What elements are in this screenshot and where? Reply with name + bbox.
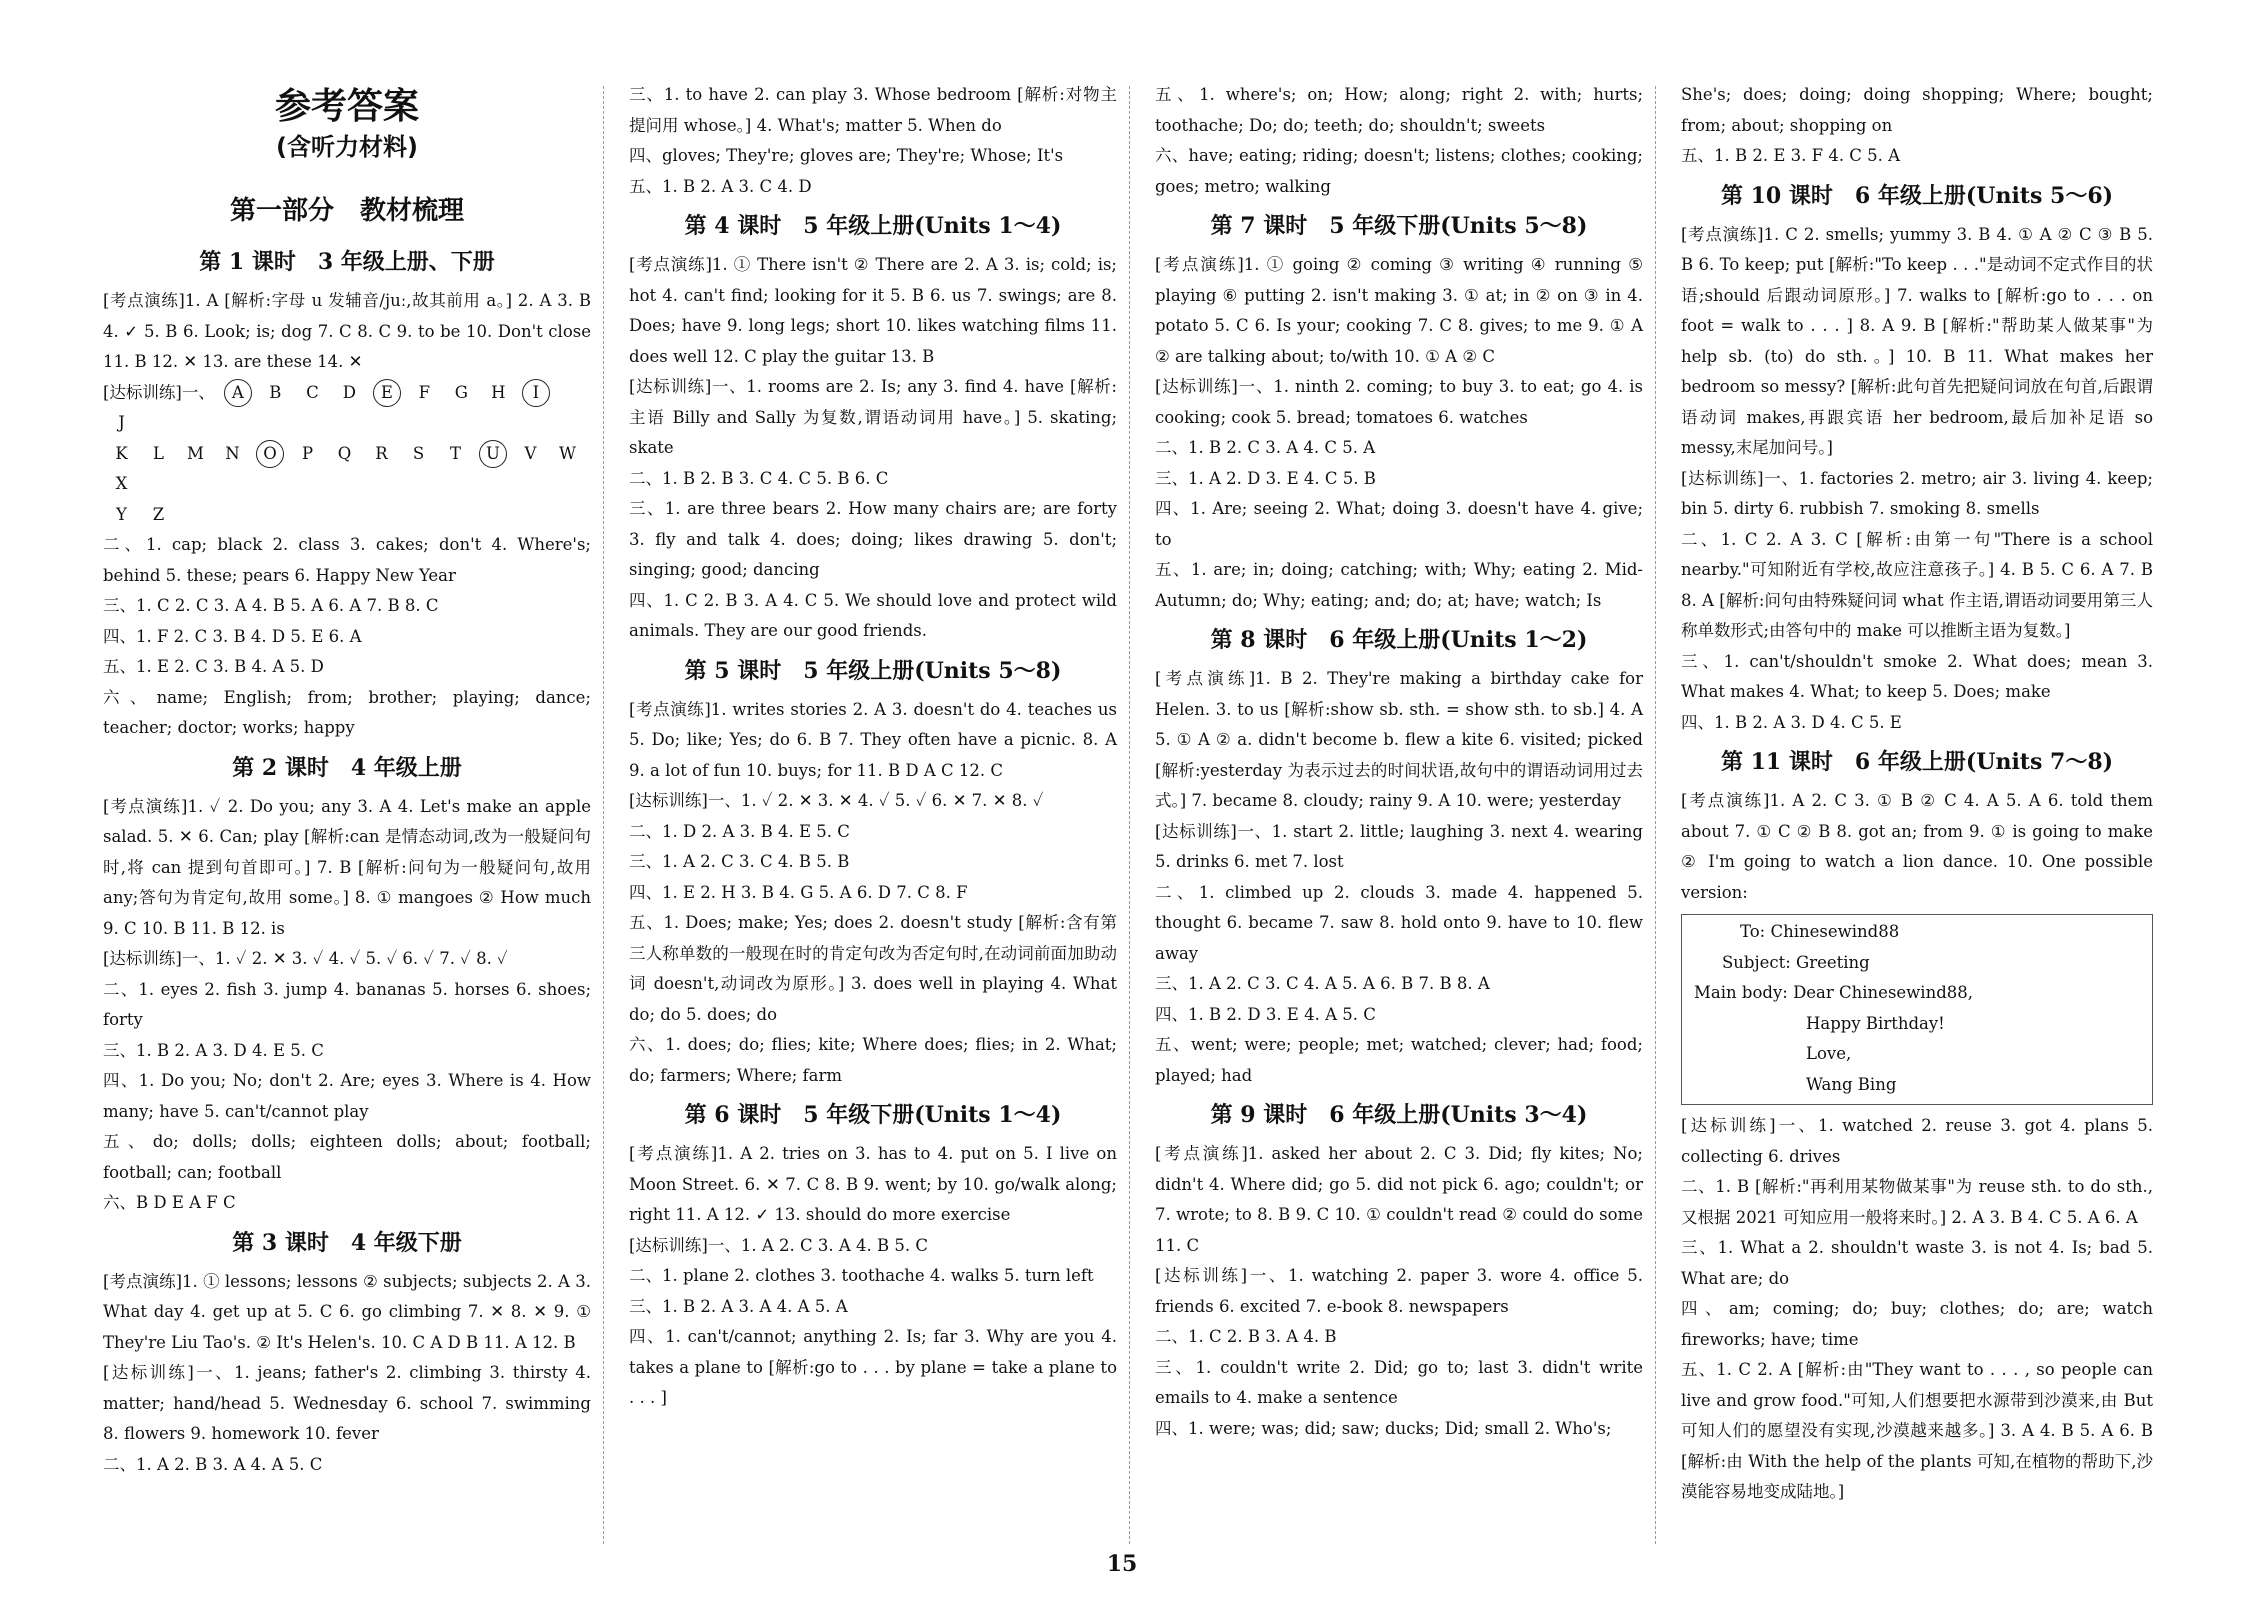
answer-paragraph: [考点演练]1. ① going ② coming ③ writing ④ running ⑤ playing ⑥ putting 2. isn't making 3. ① at; in ② on ③ in 4. potato 5. C 6. Is your; cooking 7. C 8. gives; to me 9. ① A ② are talking about; to/with 10. ① A ② C bbox=[1155, 255, 1643, 366]
answer-paragraph: 四、1. can't/cannot; anything 2. Is; far 3. Why are you 4. takes a plane to [解析:go to . . . by plane = take a plane to . . . ] bbox=[629, 1327, 1117, 1407]
answer-paragraph: 五、1. B 2. A 3. C 4. D bbox=[629, 176, 812, 196]
circled-letter: I bbox=[522, 379, 550, 407]
answer-paragraph: 二、1. C 2. A 3. C [解析:由第一句"There is a school nearby."可知附近有学校,故应注意孩子。] 4. B 5. C 6. A 7. B 8. A [解析:问句由特殊疑问词 what 作主语,谓语动词要用第三人称单数形式;由答句中的 make 可以推断主语为复数。] bbox=[1681, 529, 2153, 640]
letter: M bbox=[187, 443, 204, 463]
email-signature-line: Wang Bing bbox=[1806, 1074, 1897, 1094]
letter: X bbox=[115, 474, 128, 493]
answer-paragraph: [考点演练]1. B 2. They're making a birthday cake for Helen. 3. to us [解析:show sb. sth. = show sth. to sb.] 4. A 5. ① A ② a. didn't become b. flew a kite 6. visited; picked [解析:yesterday 为表示过去的时间状语,故句中的谓语动词用过去式。] 7. became 8. cloudy; rainy 9. A 10. were; yesterday bbox=[1155, 669, 1643, 810]
answer-paragraph: 五、went; were; people; met; watched; clever; had; food; played; had bbox=[1155, 1035, 1643, 1085]
lesson-title: 第 1 课时 3 年级上册、下册 bbox=[199, 249, 495, 275]
answer-column-4 bbox=[1681, 80, 2153, 1508]
answer-paragraph: 五、1. Does; make; Yes; does 2. doesn't study [解析:含有第三人称单数的一般现在时的肯定句改为否定句时,在动词前面加助动词 doesn't,动词改为原形。] 3. does well in playing 4. What do; do 5. does; do bbox=[629, 913, 1117, 1024]
answer-paragraph: 五、1. are; in; doing; catching; with; Why; eating 2. Mid-Autumn; do; Why; eating; and; do; at; have; watch; Is bbox=[1155, 560, 1643, 610]
letter: S bbox=[412, 443, 425, 463]
answer-paragraph: 三、1. B 2. A 3. A 4. A 5. A bbox=[629, 1296, 848, 1316]
sample-email-box bbox=[1681, 914, 2153, 1105]
letter: D bbox=[342, 382, 356, 402]
lesson-title: 第 3 课时 4 年级下册 bbox=[232, 1229, 462, 1256]
answer-paragraph: 二、1. cap; black 2. class 3. cakes; don't 4. Where's; behind 5. these; pears 6. Happy New Year bbox=[103, 535, 591, 585]
answer-paragraph: [达标训练]一、1. ✓ 2. ✕ 3. ✕ 4. ✓ 5. ✓ 6. ✕ 7. ✕ 8. ✓ bbox=[629, 791, 1044, 810]
lesson-title: 第 11 课时 6 年级上册(Units 7～8) bbox=[1720, 749, 2114, 775]
letter: H bbox=[491, 382, 506, 402]
answer-paragraph: 六、name; English; from; brother; playing; dance; teacher; doctor; works; happy bbox=[103, 687, 591, 737]
answer-paragraph: [考点演练]1. writes stories 2. A 3. doesn't do 4. teaches us 5. Do; like; Yes; do 6. B 7. They often have a picnic. 8. A 9. a lot of fun 10. buys; for 11. B D A C 12. C bbox=[629, 699, 1117, 780]
answer-paragraph: 二、1. C 2. B 3. A 4. B bbox=[1155, 1327, 1337, 1346]
letter: L bbox=[153, 443, 164, 463]
letter-circle-exercise bbox=[103, 378, 591, 531]
answer-paragraph: 二、1. eyes 2. fish 3. jump 4. bananas 5. horses 6. shoes; forty bbox=[103, 979, 591, 1029]
letter: Q bbox=[337, 443, 352, 463]
answer-column-1 bbox=[103, 80, 591, 1480]
answer-paragraph: [达标训练]一、1. ✓ 2. ✕ 3. ✓ 4. ✓ 5. ✓ 6. ✓ 7. ✓ 8. ✓ bbox=[103, 949, 508, 968]
lesson-title: 第 5 课时 5 年级上册(Units 5～8) bbox=[684, 657, 1062, 684]
answer-paragraph: 二、1. A 2. B 3. A 4. A 5. C bbox=[103, 1454, 323, 1474]
answer-paragraph: [考点演练]1. ① There isn't ② There are 2. A 3. is; cold; is; hot 4. can't find; looking for it 5. B 6. us 7. swings; are 8. Does; have 9. long legs; short 10. likes watching films 11. does well 12. C play the guitar 13. B bbox=[629, 255, 1117, 366]
letter: N bbox=[225, 443, 240, 463]
letter: F bbox=[418, 382, 431, 402]
answer-paragraph: [达标训练]一、1. start 2. little; laughing 3. next 4. wearing 5. drinks 6. met 7. lost bbox=[1155, 821, 1643, 871]
answer-paragraph: 五、1. B 2. E 3. F 4. C 5. A bbox=[1681, 146, 1901, 165]
answer-paragraph: 四、1. were; was; did; saw; ducks; Did; small 2. Who's; bbox=[1155, 1418, 1612, 1438]
lesson-title: 第 9 课时 6 年级上册(Units 3～4) bbox=[1210, 1102, 1588, 1128]
answer-paragraph: 四、1. Are; seeing 2. What; doing 3. doesn't have 4. give; to bbox=[1155, 499, 1643, 549]
letter: P bbox=[301, 443, 314, 463]
part-title: 第一部分 教材梳理 bbox=[229, 196, 464, 226]
answer-paragraph: [达标训练]一、1. ninth 2. coming; to buy 3. to eat; go 4. is cooking; cook 5. bread; tomatoes 6. watches bbox=[1155, 377, 1643, 427]
answer-paragraph: [考点演练]1. asked her about 2. C 3. Did; fly kites; No; didn't 4. Where did; go 5. did not pick 6. ago; couldn't; or 7. wrote; to 8. B 9. C 10. ① couldn't read ② could do some 11. C bbox=[1155, 1144, 1643, 1255]
answer-column-2 bbox=[629, 80, 1117, 1414]
answer-paragraph: 三、1. B 2. A 3. D 4. E 5. C bbox=[103, 1040, 324, 1060]
answer-paragraph: [考点演练]1. A [解析:字母 u 发辅音/juː,故其前用 a。] 2. A 3. B 4. ✓ 5. B 6. Look; is; dog 7. C 8. C 9. to be 10. Don't close 11. B 12. ✕ 13. are these 14. ✕ bbox=[103, 291, 591, 371]
answer-paragraph: 二、1. B [解析:"再利用某物做某事"为 reuse sth. to do sth.,又根据 2021 可知应用一般将来时。] 2. A 3. B 4. C 5. A 6. A bbox=[1681, 1177, 2153, 1227]
answer-paragraph: [考点演练]1. ① lessons; lessons ② subjects; subjects 2. A 3. What day 4. get up at 5. C 6. go climbing 7. ✕ 8. ✕ 9. ① They're Liu Tao's. ② It's Helen's. 10. C A D B 11. A 12. B bbox=[103, 1271, 591, 1352]
answer-paragraph: 四、1. C 2. B 3. A 4. C 5. We should love and protect wild animals. They are our good friends. bbox=[629, 590, 1117, 640]
answer-paragraph: 六、B D E A F C bbox=[103, 1193, 236, 1212]
letter: C bbox=[306, 382, 319, 402]
circled-letter: U bbox=[479, 440, 507, 468]
letter: K bbox=[115, 443, 128, 463]
lesson-title: 第 6 课时 5 年级下册(Units 1～4) bbox=[684, 1102, 1062, 1128]
answer-paragraph: [达标训练]一、1. watching 2. paper 3. wore 4. office 5. friends 6. excited 7. e-book 8. newspapers bbox=[1155, 1266, 1643, 1316]
answer-paragraph: 四、am; coming; do; buy; clothes; do; are; watch fireworks; have; time bbox=[1681, 1299, 2153, 1349]
answer-paragraph: 四、1. B 2. A 3. D 4. C 5. E bbox=[1681, 712, 1902, 732]
answer-paragraph: 四、gloves; They're; gloves are; They're; Whose; It's bbox=[629, 146, 1064, 165]
answer-paragraph: 三、1. couldn't write 2. Did; go to; last 3. didn't write emails to 4. make a sentence bbox=[1155, 1357, 1643, 1407]
answer-paragraph: [达标训练]一、1. A 2. C 3. A 4. B 5. C bbox=[629, 1235, 928, 1255]
email-closing-line: Love, bbox=[1806, 1044, 1852, 1063]
answer-paragraph: [考点演练]1. A 2. tries on 3. has to 4. put on 5. I live on Moon Street. 6. ✕ 7. C 8. B 9. went; by 10. go/walk along; right 11. A 12. ✓ 13. should do more exercise bbox=[629, 1144, 1117, 1224]
answer-paragraph: 二、1. plane 2. clothes 3. toothache 4. walks 5. turn left bbox=[629, 1266, 1094, 1285]
column-divider-1 bbox=[603, 86, 604, 1544]
answer-paragraph: [达标训练]一、1. jeans; father's 2. climbing 3. thirsty 4. matter; hand/head 5. Wednesday 6. school 7. swimming 8. flowers 9. homework 10. fever bbox=[103, 1363, 591, 1443]
email-subject-line: Subject: Greeting bbox=[1722, 952, 1870, 972]
email-greeting-line: Happy Birthday! bbox=[1806, 1013, 1945, 1033]
answer-paragraph: 四、1. E 2. H 3. B 4. G 5. A 6. D 7. C 8. F bbox=[629, 882, 968, 902]
letter: Z bbox=[152, 504, 165, 524]
letter: V bbox=[524, 443, 537, 463]
answer-paragraph: 三、1. What a 2. shouldn't waste 3. is not 4. Is; bad 5. What are; do bbox=[1681, 1238, 2153, 1288]
lesson-title: 第 4 课时 5 年级上册(Units 1～4) bbox=[684, 213, 1062, 239]
answer-paragraph: 二、1. climbed up 2. clouds 3. made 4. happened 5. thought 6. became 7. saw 8. hold onto 9. have to 10. flew away bbox=[1155, 882, 1643, 963]
circled-letter: E bbox=[373, 379, 401, 407]
answer-paragraph: 二、1. D 2. A 3. B 4. E 5. C bbox=[629, 821, 850, 841]
answer-paragraph: 五、1. E 2. C 3. B 4. A 5. D bbox=[103, 657, 324, 676]
answer-paragraph: 三、1. to have 2. can play 3. Whose bedroom [解析:对物主提问用 whose。] 4. What's; matter 5. When do bbox=[629, 85, 1117, 135]
email-to-line: To: Chinesewind88 bbox=[1740, 922, 1900, 941]
answer-paragraph: 四、1. B 2. D 3. E 4. A 5. C bbox=[1155, 1004, 1376, 1024]
answer-paragraph: She's; does; doing; doing shopping; Where; bought; from; about; shopping on bbox=[1681, 85, 2153, 135]
answer-paragraph: 三、1. C 2. C 3. A 4. B 5. A 6. A 7. B 8. C bbox=[103, 596, 439, 615]
letter: Y bbox=[116, 504, 127, 524]
answer-paragraph: [考点演练]1. ✓ 2. Do you; any 3. A 4. Let's make an apple salad. 5. ✕ 6. Can; play [解析:can 是情态动词,改为一般疑问句时,将 can 提到句首即可。] 7. B [解析:问句为一般疑问句,故用 any;答句为肯定句,故用 some。] 8. ① mangoes ② How much 9. C 10. B 11. B 12. is bbox=[103, 796, 591, 938]
letter: J bbox=[118, 413, 125, 432]
column-divider-2 bbox=[1129, 86, 1130, 1544]
lesson-title: 第 8 课时 6 年级上册(Units 1～2) bbox=[1210, 627, 1588, 653]
answer-paragraph: 三、1. A 2. C 3. C 4. B 5. B bbox=[629, 852, 850, 871]
answer-paragraph: 五、1. C 2. A [解析:由"They want to . . . , so people can live and grow food."可知,人们想要把水源带到沙漠来,由 But 可知人们的愿望没有实现,沙漠越来越多。] 3. A 4. B 5. A 6. B [解析:由 With the help of the plants 可知,在植物的帮助下,沙漠能容易地变成陆地。] bbox=[1681, 1360, 2153, 1501]
letter: W bbox=[559, 443, 576, 463]
answer-paragraph: [考点演练]1. A 2. C 3. ① B ② C 4. A 5. A 6. told them about 7. ① C ② B 8. got an; from 9. ① is going to make ② I'm going to watch a lion dance. 10. One possible version: bbox=[1681, 791, 2153, 902]
page-number: 15 bbox=[1106, 1551, 1138, 1577]
answer-paragraph: [达标训练]一、1. factories 2. metro; air 3. living 4. keep; bin 5. dirty 6. rubbish 7. smoking 8. smells bbox=[1681, 468, 2153, 518]
exercise-label: [达标训练]一、 bbox=[103, 382, 215, 402]
answer-paragraph: 三、1. can't/shouldn't smoke 2. What does; mean 3. What makes 4. What; to keep 5. Does; make bbox=[1681, 651, 2153, 701]
answer-paragraph: 五、1. where's; on; How; along; right 2. with; hurts; toothache; Do; do; teeth; do; shouldn't; sweets bbox=[1155, 85, 1643, 135]
lesson-title: 第 10 课时 6 年级上册(Units 5～6) bbox=[1720, 182, 2114, 209]
email-body-line: Main body: Dear Chinesewind88, bbox=[1694, 983, 1974, 1002]
answer-paragraph: 五、do; dolls; dolls; eighteen dolls; about; football; football; can; football bbox=[103, 1132, 591, 1182]
answer-paragraph: 六、have; eating; riding; doesn't; listens; clothes; cooking; goes; metro; walking bbox=[1155, 146, 1643, 196]
answer-paragraph: 四、1. Do you; No; don't 2. Are; eyes 3. Where is 4. How many; have 5. can't/cannot play bbox=[103, 1071, 591, 1121]
answer-paragraph: 四、1. F 2. C 3. B 4. D 5. E 6. A bbox=[103, 626, 362, 646]
answer-paragraph: [达标训练]一、1. watched 2. reuse 3. got 4. plans 5. collecting 6. drives bbox=[1681, 1116, 2153, 1166]
letter: B bbox=[269, 382, 282, 402]
answer-paragraph: 三、1. A 2. C 3. C 4. A 5. A 6. B 7. B 8. A bbox=[1155, 974, 1490, 993]
lesson-title: 第 7 课时 5 年级下册(Units 5～8) bbox=[1210, 213, 1588, 239]
answer-column-3 bbox=[1155, 80, 1643, 1444]
letter: G bbox=[454, 382, 468, 402]
lesson-title: 第 2 课时 4 年级上册 bbox=[232, 754, 462, 781]
circled-letter: A bbox=[224, 379, 252, 407]
answer-paragraph: 三、1. are three bears 2. How many chairs are; are forty 3. fly and talk 4. does; doing; likes drawing 5. don't; singing; good; dancing bbox=[629, 499, 1117, 579]
letter: T bbox=[449, 443, 461, 463]
answer-paragraph: [达标训练]一、1. rooms are 2. Is; any 3. find 4. have [解析:主语 Billy and Sally 为复数,谓语动词用 have。] 5. skating; skate bbox=[629, 377, 1117, 457]
answer-paragraph: 二、1. B 2. C 3. A 4. C 5. A bbox=[1155, 438, 1376, 457]
answer-paragraph: 二、1. B 2. B 3. C 4. C 5. B 6. C bbox=[629, 468, 889, 488]
answer-paragraph: [考点演练]1. C 2. smells; yummy 3. B 4. ① A ② C ③ B 5. B 6. To keep; put [解析:"To keep . . ."是动词不定式作目的状语;should 后跟动词原形。] 7. walks to [解析:go to . . . on foot = walk to . . . ] 8. A 9. B [解析:"帮助某人做某事"为 help sb. (to) do sth.。] 10. B 11. What makes her bedroom so messy? [解析:此句首先把疑问词放在句首,后跟谓语动词 makes,再跟宾语 her bedroom,最后加补足语 so messy,末尾加问号。] bbox=[1681, 224, 2153, 457]
letter: R bbox=[375, 443, 388, 463]
page-subtitle: (含听力材料) bbox=[276, 133, 418, 161]
page-title: 参考答案 bbox=[274, 86, 419, 127]
answer-paragraph: 三、1. A 2. D 3. E 4. C 5. B bbox=[1155, 468, 1376, 488]
answer-paragraph: 六、1. does; do; flies; kite; Where does; flies; in 2. What; do; farmers; Where; farm bbox=[629, 1035, 1117, 1085]
column-divider-3 bbox=[1655, 86, 1656, 1544]
circled-letter: O bbox=[256, 440, 284, 468]
